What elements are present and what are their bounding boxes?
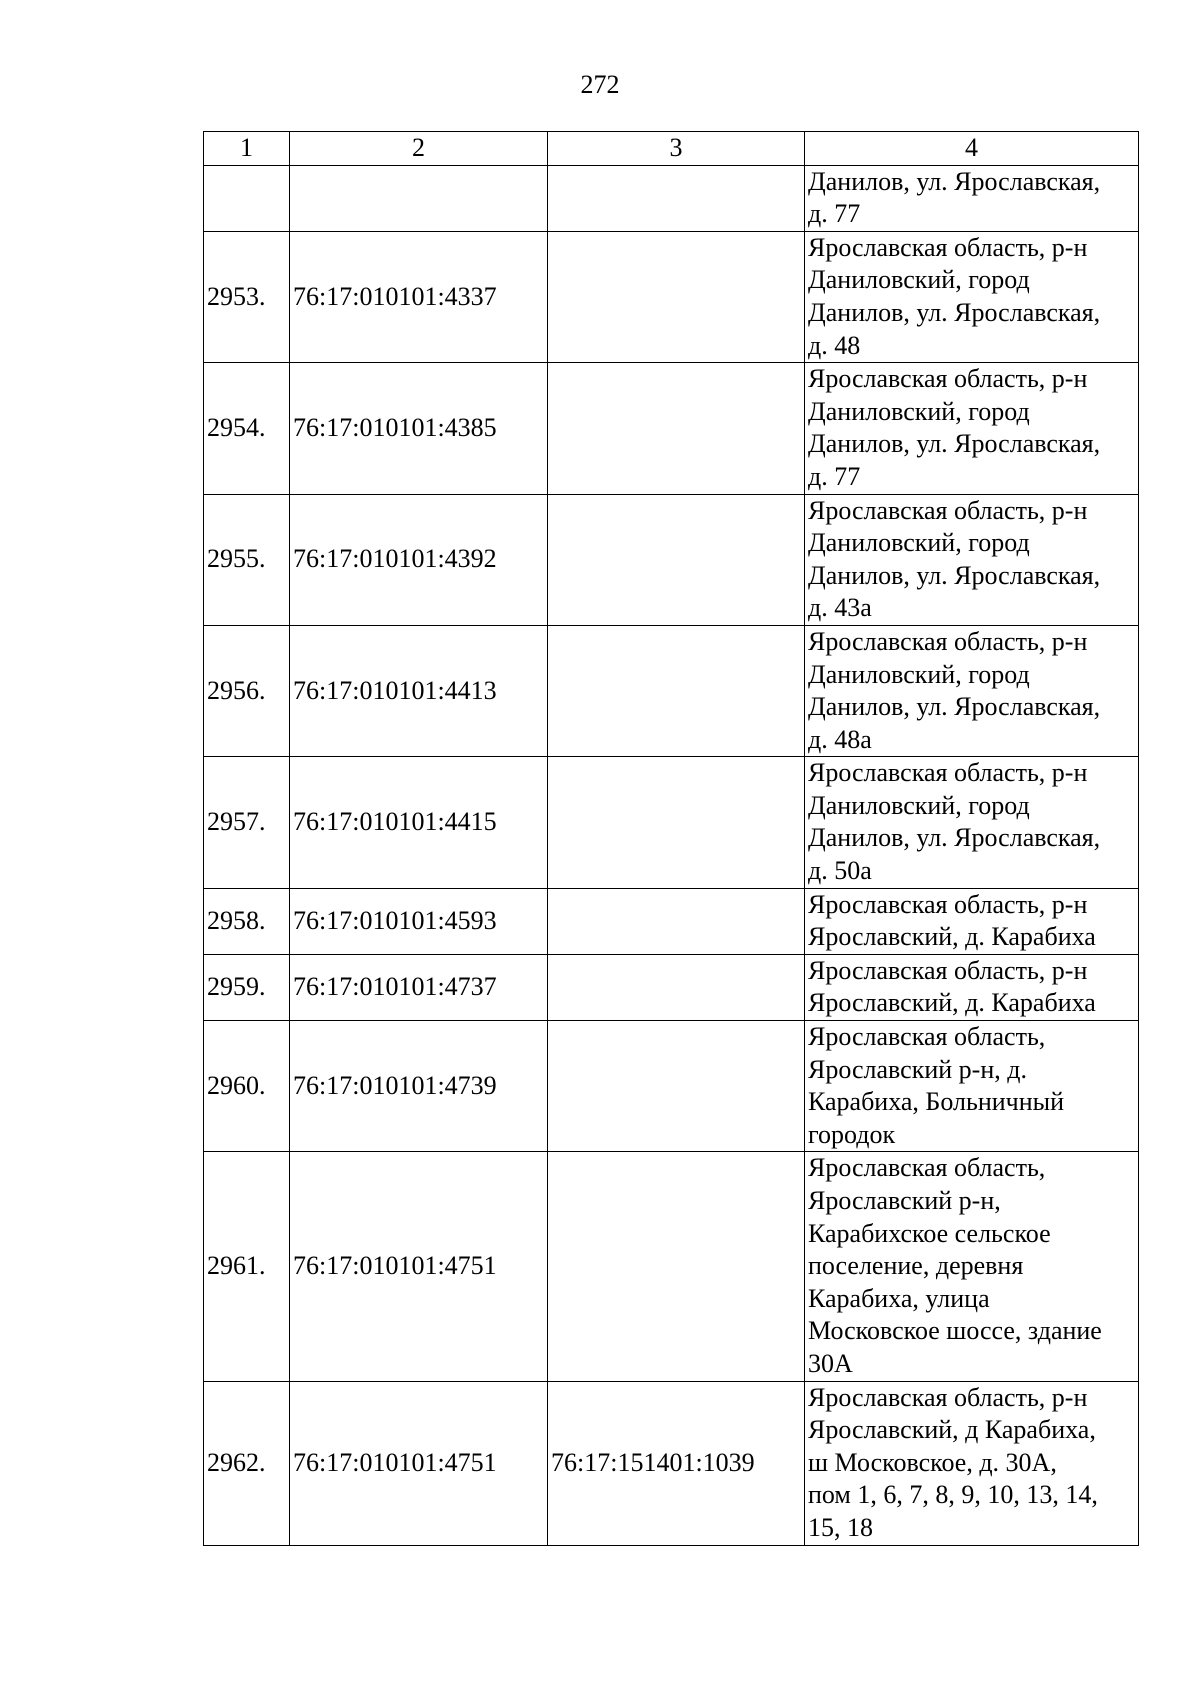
address-cell bbox=[805, 625, 1139, 756]
cadastral-number-cell: 76:17:010101:4593 bbox=[290, 888, 548, 954]
parcel-number-cell bbox=[548, 888, 805, 954]
address-line: 15, 18 bbox=[808, 1512, 873, 1542]
parcel-number-cell bbox=[548, 363, 805, 494]
table-row bbox=[204, 1021, 1139, 1152]
address-line: Данилов, ул. Ярославская, bbox=[808, 823, 1101, 853]
address-line: Ярославская область, р-н bbox=[808, 364, 1088, 394]
address-line: Ярославская область, р-н bbox=[808, 232, 1088, 262]
row-number-cell: 2958. bbox=[204, 888, 290, 954]
address-line: Карабиха, Больничный bbox=[808, 1087, 1065, 1117]
address-cell bbox=[805, 1021, 1139, 1152]
address-line: Ярославская область, bbox=[808, 1022, 1046, 1052]
address-line: Ярославская область, р-н bbox=[808, 1382, 1088, 1412]
cadastral-number-cell bbox=[290, 165, 548, 231]
table-header-row bbox=[204, 132, 1139, 166]
parcel-number-cell bbox=[548, 165, 805, 231]
row-number-cell: 2960. bbox=[204, 1021, 290, 1152]
column-header: 2 bbox=[290, 132, 548, 166]
address-line: Ярославская область, р-н bbox=[808, 889, 1088, 919]
address-cell bbox=[805, 1381, 1139, 1545]
cadastral-number-cell: 76:17:010101:4392 bbox=[290, 494, 548, 625]
address-line: Ярославская область, р-н bbox=[808, 758, 1088, 788]
row-number-cell: 2961. bbox=[204, 1152, 290, 1381]
table-row bbox=[204, 231, 1139, 362]
table-row bbox=[204, 1381, 1139, 1545]
address-line: Ярославская область, bbox=[808, 1153, 1046, 1183]
table-body bbox=[204, 165, 1139, 1545]
row-number-cell: 2959. bbox=[204, 954, 290, 1020]
row-number-cell: 2953. bbox=[204, 231, 290, 362]
parcel-number-cell bbox=[548, 625, 805, 756]
address-line: поселение, деревня bbox=[808, 1251, 1024, 1281]
address-line: Ярославский р-н, bbox=[808, 1186, 1001, 1215]
address-cell bbox=[805, 757, 1139, 888]
row-number-cell: 2957. bbox=[204, 757, 290, 888]
address-line: д. 43а bbox=[808, 593, 872, 623]
address-cell bbox=[805, 231, 1139, 362]
address-line: Данилов, ул. Ярославская, bbox=[808, 560, 1101, 590]
address-line: Карабихское сельское bbox=[808, 1218, 1051, 1248]
column-header: 1 bbox=[204, 132, 290, 166]
table-row bbox=[204, 1152, 1139, 1381]
address-line: Карабиха, улица bbox=[808, 1283, 990, 1313]
column-header: 4 bbox=[805, 132, 1139, 166]
address-line: Данилов, ул. Ярославская, bbox=[808, 166, 1101, 196]
address-line: ш Московское, д. 30А, bbox=[808, 1447, 1057, 1477]
address-line: Ярославский, д. Карабиха bbox=[808, 922, 1096, 952]
address-cell bbox=[805, 494, 1139, 625]
table-row bbox=[204, 954, 1139, 1020]
parcel-number-cell bbox=[548, 1021, 805, 1152]
cadastral-number-cell: 76:17:010101:4751 bbox=[290, 1152, 548, 1381]
page-number: 272 bbox=[580, 70, 620, 99]
parcel-number-cell bbox=[548, 1152, 805, 1381]
table-row bbox=[204, 625, 1139, 756]
address-line: д. 77 bbox=[808, 461, 861, 491]
parcel-number-cell bbox=[548, 757, 805, 888]
address-line: Ярославская область, р-н bbox=[808, 626, 1088, 656]
address-line: Данилов, ул. Ярославская, bbox=[808, 429, 1101, 459]
address-line: д. 50а bbox=[808, 856, 872, 886]
row-number-cell bbox=[204, 165, 290, 231]
address-line: д. 77 bbox=[808, 199, 861, 229]
cadastral-number-cell: 76:17:010101:4739 bbox=[290, 1021, 548, 1152]
address-line: Ярославский, д. Карабиха bbox=[808, 988, 1096, 1018]
row-number-cell: 2956. bbox=[204, 625, 290, 756]
table-row bbox=[204, 888, 1139, 954]
row-number-cell: 2954. bbox=[204, 363, 290, 494]
address-line: Московское шоссе, здание bbox=[808, 1316, 1102, 1346]
address-line: Даниловский, город bbox=[808, 265, 1030, 295]
address-cell bbox=[805, 363, 1139, 494]
address-cell bbox=[805, 954, 1139, 1020]
column-header: 3 bbox=[548, 132, 805, 166]
address-line: 30А bbox=[808, 1348, 853, 1378]
address-line: городок bbox=[808, 1119, 896, 1149]
address-line: Данилов, ул. Ярославская, bbox=[808, 692, 1101, 722]
cadastral-number-cell: 76:17:010101:4413 bbox=[290, 625, 548, 756]
registry-table bbox=[203, 131, 1139, 1546]
address-cell bbox=[805, 165, 1139, 231]
table-row bbox=[204, 757, 1139, 888]
address-line: Даниловский, город bbox=[808, 790, 1030, 820]
address-line: Ярославский р-н, д. bbox=[808, 1054, 1027, 1084]
address-line: Ярославский, д Карабиха, bbox=[808, 1415, 1096, 1445]
parcel-number-cell bbox=[548, 494, 805, 625]
address-line: Ярославская область, р-н bbox=[808, 955, 1088, 985]
table-row bbox=[204, 165, 1139, 231]
parcel-number-cell: 76:17:151401:1039 bbox=[548, 1381, 805, 1545]
row-number-cell: 2962. bbox=[204, 1381, 290, 1545]
cadastral-number-cell: 76:17:010101:4415 bbox=[290, 757, 548, 888]
address-line: Даниловский, город bbox=[808, 396, 1030, 426]
cadastral-number-cell: 76:17:010101:4337 bbox=[290, 231, 548, 362]
address-cell bbox=[805, 1152, 1139, 1381]
address-line: Даниловский, город bbox=[808, 659, 1030, 689]
address-line: д. 48а bbox=[808, 724, 872, 754]
parcel-number-cell bbox=[548, 231, 805, 362]
row-number-cell: 2955. bbox=[204, 494, 290, 625]
address-line: Даниловский, город bbox=[808, 528, 1030, 558]
address-line: Ярославская область, р-н bbox=[808, 495, 1088, 525]
table-row bbox=[204, 363, 1139, 494]
parcel-number-cell bbox=[548, 954, 805, 1020]
cadastral-number-cell: 76:17:010101:4737 bbox=[290, 954, 548, 1020]
cadastral-number-cell: 76:17:010101:4751 bbox=[290, 1381, 548, 1545]
table-row bbox=[204, 494, 1139, 625]
cadastral-number-cell: 76:17:010101:4385 bbox=[290, 363, 548, 494]
address-line: д. 48 bbox=[808, 330, 861, 360]
address-line: Данилов, ул. Ярославская, bbox=[808, 297, 1101, 327]
address-line: пом 1, 6, 7, 8, 9, 10, 13, 14, bbox=[808, 1480, 1098, 1510]
address-cell bbox=[805, 888, 1139, 954]
